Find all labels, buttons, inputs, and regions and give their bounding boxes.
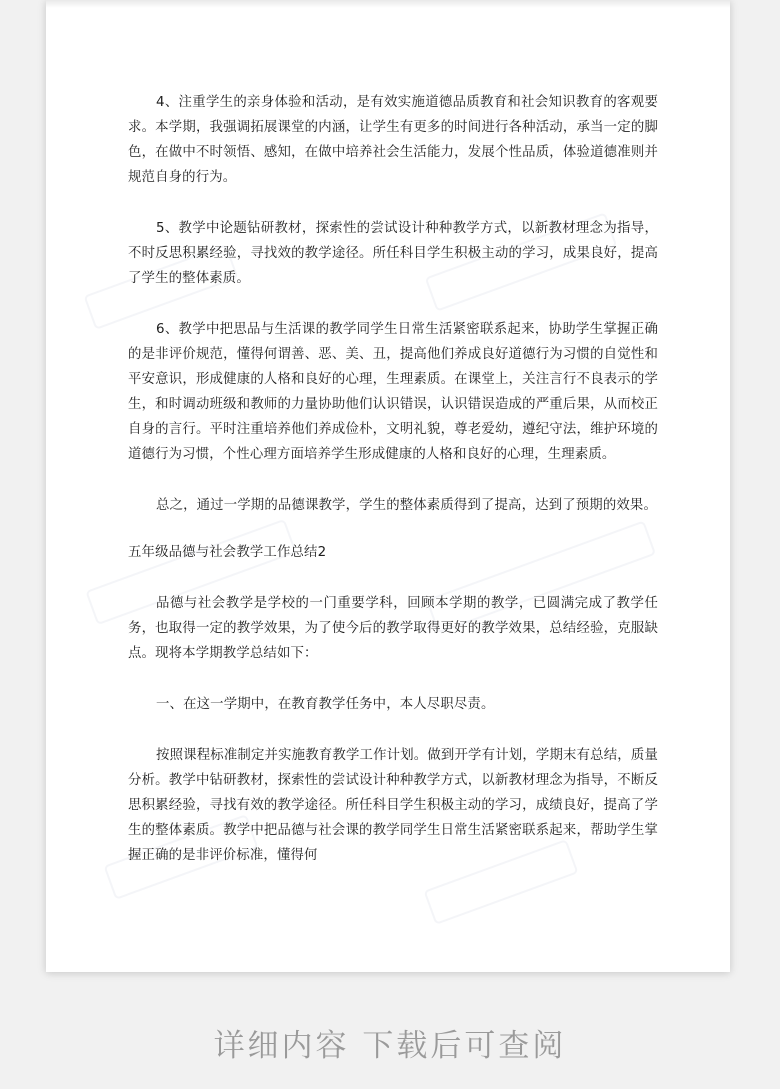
point-one: 一、在这一学期中，在教育教学任务中，本人尽职尽责。 (156, 697, 495, 712)
closing-paragraph: 按照课程标准制定并实施教育教学工作计划。做到开学有计划，学期末有总结，质量分析。教学中钻研教材，探索性的尝试设计种种教学方式，以新教材理念为指导，不断反思积累经验，寻找有效的教学途径。所任科目学生积极主动的学习，成绩良好，提高了学生的整体素质。教学中把品德与社会课的教学同学生日常生活紧密联系起来，帮助学生掌握正确的是非评价标准，懂得何 (128, 748, 658, 863)
paragraph-5: 5、教学中论题钻研教材，探索性的尝试设计种种教学方式，以新教材理念为指导，不时反思积累经验，寻找效的教学途径。所任科目学生积极主动的学习，成果良好，提高了学生的整体素质。 (128, 221, 658, 286)
document-page (46, 0, 730, 972)
section-title: 五年级品德与社会教学工作总结2 (128, 545, 327, 560)
document-body (128, 90, 658, 894)
page-top-shadow (46, 0, 730, 8)
paragraph-6: 6、教学中把思品与生活课的教学同学生日常生活紧密联系起来，协助学生掌握正确的是非评价规范，懂得何谓善、恶、美、丑，提高他们养成良好道德行为习惯的自觉性和平安意识，形成健康的人格和良好的心理，生理素质。在课堂上，关注言行不良表示的学生，和时调动班级和教师的力量协助他们认识错误，认识错误造成的严重后果，从而校正自身的言行。平时注重培养他们养成俭朴，文明礼貌，尊老爱幼，遵纪守法，维护环境的道德行为习惯，个性心理方面培养学生形成健康的人格和良好的心理，生理素质。 (128, 322, 658, 462)
footer-caption: 详细内容 下载后可查阅 (213, 1028, 567, 1064)
paragraph-summary: 总之，通过一学期的品德课教学，学生的整体素质得到了提高，达到了预期的效果。 (156, 498, 658, 513)
paragraph-4: 4、注重学生的亲身体验和活动，是有效实施道德品质教育和社会知识教育的客观要求。本学期，我强调拓展课堂的内涵，让学生有更多的时间进行各种活动，承当一定的脚色，在做中不时领悟、感知，在做中培养社会生活能力，发展个性品质，体验道德准则并规范自身的行为。 (128, 95, 658, 185)
intro-paragraph: 品德与社会教学是学校的一门重要学科，回顾本学期的教学，已圆满完成了教学任务，也取得一定的教学效果，为了使今后的教学取得更好的教学效果，总结经验，克服缺点。现将本学期教学总结如下： (128, 596, 658, 661)
